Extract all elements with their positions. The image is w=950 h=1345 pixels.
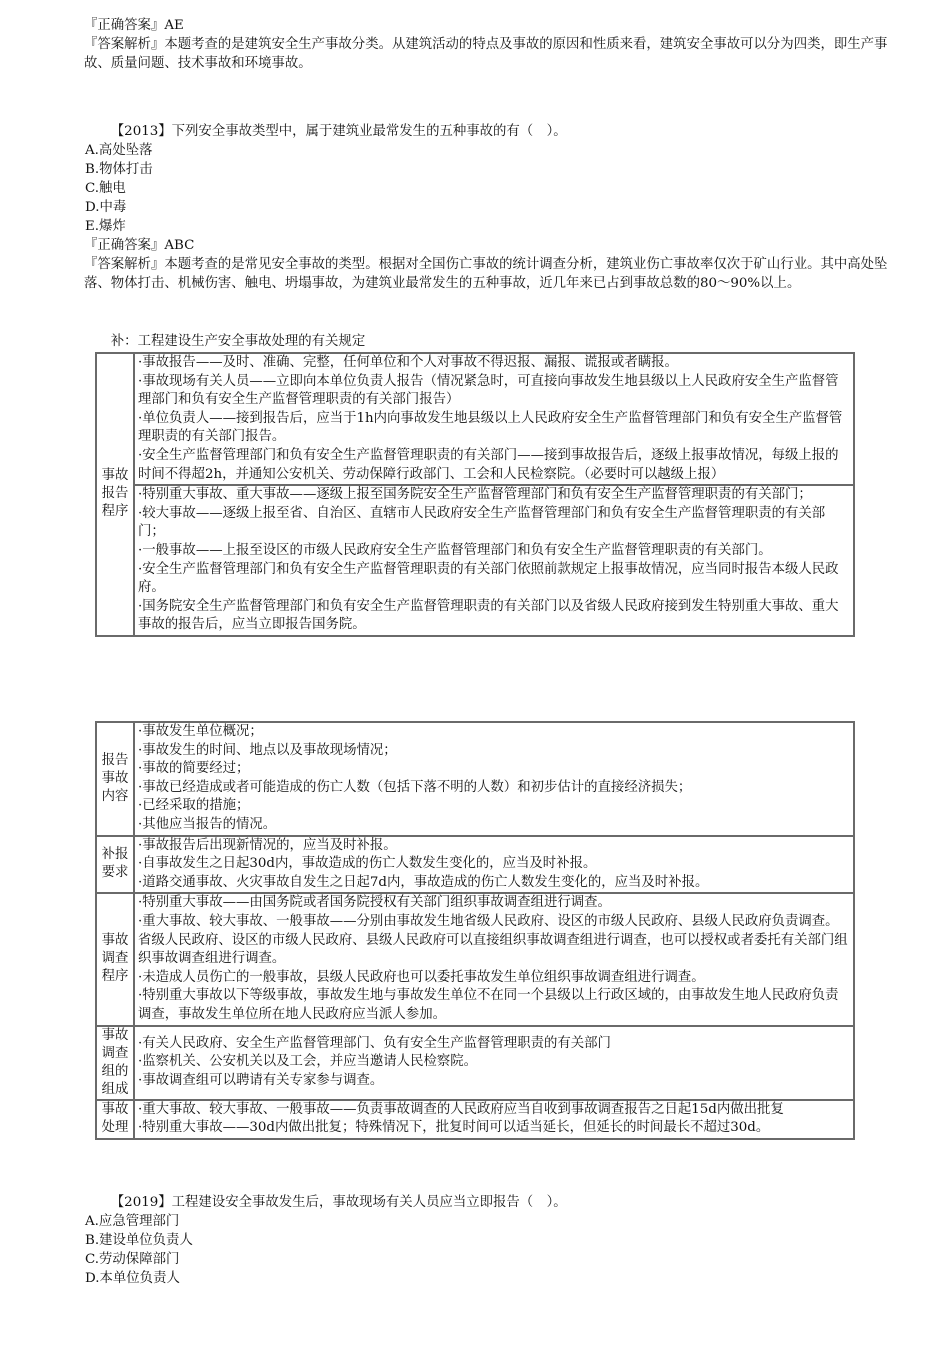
content-line: ·监察机关、公安机关以及工会，并应当邀请人民检察院。 [138, 1054, 478, 1070]
content-cell [134, 893, 854, 1025]
q2-stem: 【2013】下列安全事故类型中，属于建筑业最常发生的五种事故的有（ ）。 [110, 124, 567, 139]
category-cell: 报告事故内容 [96, 722, 134, 836]
q1-analysis: 『答案解析』本题考查的是建筑安全生产事故分类。从建筑活动的特点及事故的原因和性质来看，建筑安全事故可以分为四类，即生产事故、质量问题、技术事故和环境事故。 [84, 37, 888, 71]
q2-section [84, 122, 890, 293]
content-line: ·事故发生单位概况； [138, 724, 263, 739]
procedure-line: ·安全生产监督管理部门和负有安全生产监督管理职责的有关部门依照前款规定上报事故情况，应当同时报告本级人民政府。 [138, 561, 839, 596]
category-cell: 事故报告程序 [96, 353, 134, 636]
content-line: ·特别重大事故——30d内做出批复；特殊情况下，批复时间可以适当延长，但延长的时间最长不超过30d。 [138, 1120, 770, 1136]
content-cell [134, 836, 854, 894]
procedure-line: ·一般事故——上报至设区的市级人民政府安全生产监督管理部门和负有安全生产监督管理职责的有关部门。 [138, 542, 772, 558]
table-row [96, 1100, 854, 1139]
content-line: ·重大事故、较大事故、一般事故——负责事故调查的人民政府应当自收到事故调查报告之日起15d内做出批复 [138, 1101, 784, 1117]
q1-section [84, 16, 890, 73]
content-line: ·自事故发生之日起30d内，事故造成的伤亡人数发生变化的，应当及时补报。 [138, 856, 597, 872]
q1-answer: 『正确答案』AE [84, 18, 184, 33]
content-line: ·道路交通事故、火灾事故自发生之日起7d内，事故造成的伤亡人数发生变化的，应当及时补报。 [138, 874, 709, 890]
table-row [96, 836, 854, 894]
supplement-section [84, 332, 890, 351]
q3-stem: 【2019】工程建设安全事故发生后，事故现场有关人员应当立即报告（ ）。 [110, 1195, 567, 1210]
supplement-title: 补：工程建设生产安全事故处理的有关规定 [110, 334, 366, 349]
q3-option-d: D.本单位负责人 [85, 1271, 180, 1286]
content-line: ·事故调查组可以聘请有关专家参与调查。 [138, 1072, 384, 1088]
content-line: ·事故已经造成或者可能造成的伤亡人数（包括下落不明的人数）和初步估计的直接经济损失； [138, 779, 692, 795]
q2-option-b: B.物体打击 [85, 162, 153, 177]
category-cell: 事故调查组的组成 [96, 1026, 134, 1100]
table-row [96, 1026, 854, 1100]
content-line: ·其他应当报告的情况。 [138, 816, 277, 832]
procedure-line: ·单位负责人——接到报告后，应当于1h内向事故发生地县级以上人民政府安全生产监督管理部门和负有安全生产监督管理职责的有关部门报告。 [138, 410, 843, 445]
q3-option-b: B.建设单位负责人 [85, 1233, 193, 1248]
content-line: ·有关人民政府、安全生产监督管理部门、负有安全生产监督管理职责的有关部门 [138, 1035, 611, 1051]
q2-option-e: E.爆炸 [85, 219, 126, 234]
content-cell [134, 1026, 854, 1100]
table-row [96, 722, 854, 836]
procedure-line: ·事故现场有关人员——立即向本单位负责人报告（情况紧急时，可直接向事故发生地县级以上人民政府安全生产监督管理部门和负有安全生产监督管理职责的有关部门报告） [138, 373, 839, 408]
q3-section [84, 1193, 890, 1288]
content-line: ·重大事故、较大事故、一般事故——分别由事故发生地省级人民政府、设区的市级人民政府、县级人民政府负责调查。省级人民政府、设区的市级人民政府、县级人民政府可以直接组织事故调查组进行调查，也可以授权或者委托有关部门组织事故调查组进行调查。 [138, 913, 848, 967]
reporting-procedure-table [95, 352, 855, 637]
content-line: ·事故发生的时间、地点以及事故现场情况； [138, 742, 397, 758]
q2-answer: 『正确答案』ABC [84, 238, 195, 253]
category-cell: 事故处理 [96, 1100, 134, 1139]
table-row [96, 893, 854, 1025]
q2-option-d: D.中毒 [85, 200, 127, 215]
procedure-block-1 [134, 353, 854, 485]
content-line: ·事故的简要经过； [138, 761, 250, 777]
q2-option-a: A.高处坠落 [85, 143, 153, 158]
q3-option-c: C.劳动保障部门 [85, 1252, 180, 1267]
content-line: ·已经采取的措施； [138, 798, 250, 814]
investigation-table [95, 721, 855, 1140]
q3-option-a: A.应急管理部门 [85, 1214, 180, 1229]
procedure-line: ·事故报告——及时、准确、完整，任何单位和个人对事故不得迟报、漏报、谎报或者瞒报。 [138, 355, 678, 370]
content-line: ·特别重大事故以下等级事故，事故发生地与事故发生单位不在同一个县级以上行政区域的，由事故发生地人民政府负责调查，事故发生单位所在地人民政府应当派人参加。 [138, 988, 839, 1022]
procedure-line: ·较大事故——逐级上报至省、自治区、直辖市人民政府安全生产监督管理部门和负有安全生产监督管理职责的有关部门； [138, 505, 826, 540]
procedure-line: ·国务院安全生产监督管理部门和负有安全生产监督管理职责的有关部门以及省级人民政府接到发生特别重大事故、重大事故的报告后，应当立即报告国务院。 [138, 598, 839, 633]
content-line: ·特别重大事故——由国务院或者国务院授权有关部门组织事故调查组进行调查。 [138, 895, 611, 911]
procedure-block-2 [134, 485, 854, 636]
procedure-line: ·安全生产监督管理部门和负有安全生产监督管理职责的有关部门——接到事故报告后，逐级上报事故情况，每级上报的时间不得超2h，并通知公安机关、劳动保障行政部门、工会和人民检察院。（必要时可以越级上报） [138, 447, 839, 482]
procedure-line: ·特别重大事故、重大事故——逐级上报至国务院安全生产监督管理部门和负有安全生产监督管理职责的有关部门； [138, 487, 812, 503]
q2-option-c: C.触电 [85, 181, 126, 196]
content-cell [134, 1100, 854, 1139]
content-line: ·未造成人员伤亡的一般事故，县级人民政府也可以委托事故发生单位组织事故调查组进行调查。 [138, 969, 705, 985]
content-cell [134, 722, 854, 836]
q2-analysis: 『答案解析』本题考查的是常见安全事故的类型。根据对全国伤亡事故的统计调查分析，建筑业伤亡事故率仅次于矿山行业。其中高处坠落、物体打击、机械伤害、触电、坍塌事故，为建筑业最常发生的五种事故，近几年来已占到事故总数的80～90%以上。 [84, 257, 888, 291]
content-line: ·事故报告后出现新情况的，应当及时补报。 [138, 837, 397, 853]
category-cell: 事故调查程序 [96, 893, 134, 1025]
category-cell: 补报要求 [96, 836, 134, 894]
